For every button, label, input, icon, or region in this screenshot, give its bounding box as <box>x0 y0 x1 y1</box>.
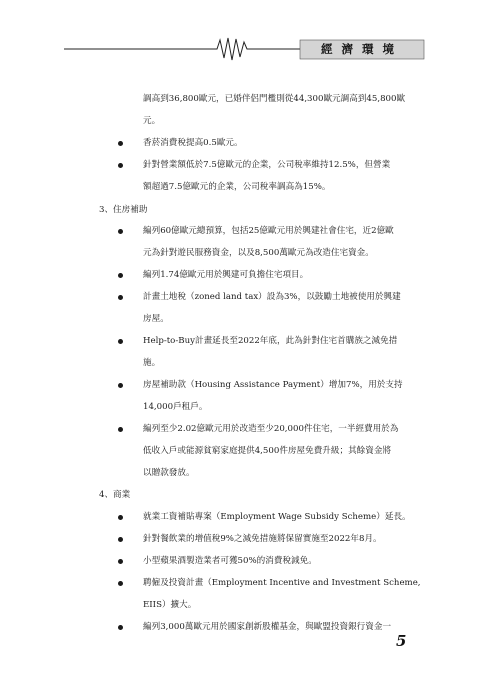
bullet-item: 針對餐飲業的增值稅9%之減免措施將保留實施至2022年8月。 <box>143 534 382 544</box>
section-label: 經濟環境 <box>321 42 403 56</box>
page-header <box>0 30 480 70</box>
paragraph-line: 調高到36,800歐元，已婚伴侶門檻則從44,300歐元調高到45,800歐 <box>143 94 406 104</box>
bullet-item: 香菸消費稅提高0.5歐元。 <box>143 138 243 148</box>
bullet-item: 就業工資補貼專案（Employment Wage Subsidy Scheme）延長。 <box>143 512 411 522</box>
bullet-item-cont: 施。 <box>143 358 161 368</box>
section-heading-housing: 3、住房補助 <box>99 205 148 215</box>
bullet-item: 小型蘋果酒製造業者可獲50%的消費稅減免。 <box>143 556 317 566</box>
section-heading-business: 4、商業 <box>99 490 131 500</box>
bullet-dot <box>118 427 123 432</box>
bullet-item-cont: 低收入戶或能源貧窮家庭提供4,500件房屋免費升級；其餘資金將 <box>143 446 392 456</box>
bullet-item-cont: 14,000戶租戶。 <box>143 402 208 412</box>
paragraph-line: 元。 <box>143 116 161 126</box>
bullet-item: Help-to-Buy計畫延長至2022年底，此為針對住宅首購族之減免措 <box>143 336 398 346</box>
bullet-item: 房屋補助款（Housing Assistance Payment）增加7%，用於支持 <box>143 380 403 390</box>
bullet-dot <box>118 141 123 146</box>
bullet-dot <box>118 273 123 278</box>
bullet-item-cont: 額超過7.5億歐元的企業，公司稅率調高為15%。 <box>143 182 331 192</box>
bullet-dot <box>118 295 123 300</box>
bullet-item-cont: 元為針對遊民服務資金，以及8,500萬歐元為改造住宅資金。 <box>143 248 374 258</box>
page-number: 5 <box>396 632 407 650</box>
bullet-item: 編列至少2.02億歐元用於改造至少20,000件住宅，一半經費用於為 <box>143 424 399 434</box>
bullet-item-cont: 房屋。 <box>143 314 169 324</box>
bullet-item-cont: EIIS）擴大。 <box>143 600 197 610</box>
bullet-item-cont: 以贈款發放。 <box>143 468 195 478</box>
bullet-dot <box>118 339 123 344</box>
bullet-dot <box>118 537 123 542</box>
bullet-item: 針對營業額低於7.5億歐元的企業，公司稅率維持12.5%，但營業 <box>143 160 391 170</box>
bullet-item: 計畫土地稅（zoned land tax）設為3%，以鼓勵土地被使用於興建 <box>143 292 401 302</box>
bullet-item: 編列60億歐元總預算，包括25億歐元用於興建社會住宅，近2億歐 <box>143 226 394 236</box>
bullet-dot <box>118 515 123 520</box>
bullet-dot <box>118 229 123 234</box>
bullet-dot <box>118 559 123 564</box>
bullet-dot <box>118 383 123 388</box>
bullet-dot <box>118 581 123 586</box>
bullet-item: 聘僱及投資計畫（Employment Incentive and Investment Scheme, <box>143 578 421 588</box>
bullet-item: 編列3,000萬歐元用於國家創新股權基金，與歐盟投資銀行資金一 <box>143 622 392 632</box>
bullet-item: 編列1.74億歐元用於興建可負擔住宅項目。 <box>143 270 309 280</box>
bullet-dot <box>118 163 123 168</box>
bullet-dot <box>118 625 123 630</box>
